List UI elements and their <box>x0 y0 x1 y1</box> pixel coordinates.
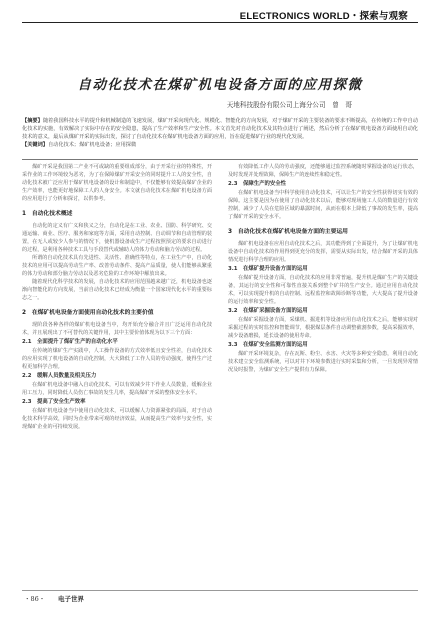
article-title: 自动化技术在煤矿机电设备方面的应用探微 <box>77 77 363 93</box>
abstract-block <box>22 117 418 149</box>
body-paragraph: 现阶段各种各样的煤矿机电设备当中，均开始充分融合并且广泛运用自动化技术，并且展现出了不可替代的关键作用，其中主要价值体现为以下三个方面： <box>22 322 212 336</box>
body-paragraph: 在传统的煤矿生产实践中，人工操作设备的方式效率低且安全性差，自动化技术的应用实现了机电设备的自动化控制，大大降低了工作人员的劳动强度，使得生产过程更加科学合理。 <box>22 348 212 370</box>
running-head-text: ELECTRONICS WORLD・探索与观察 <box>239 11 408 22</box>
section-heading: 2.3 保障生产的安全性 <box>228 181 287 187</box>
footer-rule <box>22 590 418 591</box>
body-paragraph: 煤矿开采是我国第二产业不可或缺的重要组成部分，由于开采行业的特殊性，开采作业的工作环境较为恶劣，为了在保障煤矿开采安全的同时提升工人的安全性，自动化技术被广泛应用于煤矿机电设备的设计和制造中，不仅能够有效提高煤矿企业的生产效率，也能更好地保障工人的人身安全。本文就自动化技术在煤矿机电设备方面的应用进行了分析和探讨，以供参考。 <box>22 164 212 202</box>
right-column <box>228 163 418 374</box>
body-paragraph: 在煤矿机电设备中融入自动化技术，可以有效减少井下作业人员数量，缓解企业用工压力，同时降低人员伤亡事故的发生几率，提高煤矿开采的整体安全水平。 <box>22 382 212 396</box>
abstract-text: 随着我国科技水平的提升和机械制造的飞速发展，煤矿开采向现代化、规模化、智能化的方向发展，对于煤矿开采的主要装备的要求不断提高，在传统的工作中自动化技术的实施，有效解决了实际中存在的安全隐患，提高了生产效率和生产安全性。本文首先对自动化技术及其特点进行了阐述，然后分析了在煤矿机电设备方面使用自动化技术的意义，最后从煤矿开采的实际出发，探讨了自动化技术在煤矿机电设备方面的应用，旨在促进煤矿行业的现代化发展。 <box>22 118 418 141</box>
author-line: 天地科技股份有限公司上海分公司 曾 哥 <box>226 101 352 109</box>
section-heading: 2.3 提高了安全生产效率 <box>22 399 86 405</box>
running-header <box>0 7 440 21</box>
section-heading: 3.1 在煤矿提升设备方面的运用 <box>228 266 308 272</box>
abstract-label: 【摘要】 <box>22 118 43 124</box>
body-paragraph: 随着现代化科学技术的发展，自动化技术的应用范围越来越广泛，机电设备也逐渐向智能化的方向发展，当前自动化技术已经成为衡量一个国家现代化水平的重要标志之一。 <box>22 279 212 301</box>
section-heading: 3.3 在煤矿安全监测方面的运用 <box>228 342 308 348</box>
keywords-label: 【关键词】 <box>22 142 48 149</box>
body-paragraph: 有效降低工作人员的劳动强度，还能够通过监控系统随时掌握设备的运行状态，及时发现并处理故障，保障生产的连续性和稳定性。 <box>228 164 418 178</box>
body-paragraph: 在煤矿采掘设备方面，采煤机、掘进机等设备应用自动化技术之后，能够实现对采掘过程的实时监控和智能调节，根据煤层条件自动调整截割参数，提高采掘效率，减少设备磨损，延长设备的使用寿命。 <box>228 317 418 339</box>
section-heading: 1 自动化技术概述 <box>22 211 73 217</box>
body-paragraph: 在煤矿提升设备方面，自动化技术的应用非常普遍，提升机是煤矿生产的关键设备，其运行的安全性和可靠性直接关系到整个矿井的生产安全。通过应用自动化技术，可以实现提升机的自动控制、远程监控和故障诊断等功能，大大提高了提升设备的运行效率和安全性。 <box>228 275 418 305</box>
body-paragraph: 在煤矿机电设备当中科学使用自动化技术，可以让生产的安全性获得切实有效的保障。这主要是因为在使用了自动化技术以后，能够对现场施工人员的数量进行有效控制，减少了人员在危险区域的暴露时间，从而在根本上降低了事故的发生率，提高了煤矿开采的安全水平。 <box>228 190 418 220</box>
body-paragraph: 煤矿机电设备在应用自动化技术之后，其功能得到了全面提升，为了让煤矿机电设备中自动化技术的作用得到更充分的发挥，需要从实际出发，结合煤矿开采的具体情况进行科学合理的应用。 <box>228 241 418 263</box>
page-number: ・86・ <box>24 595 46 603</box>
body-paragraph: 在煤矿机电设备当中使用自动化技术，可以缓解人力资源紧张的局面，对于自动化技术科学高效，同时为企业带来可观的经济效益，从而提高生产效率与安全性，实现煤矿企业的可持续发展。 <box>22 408 212 430</box>
keywords-paragraph <box>22 141 418 149</box>
keywords-text: 自动化技术；煤矿机电设备；应用探微 <box>47 142 137 149</box>
section-heading: 3.2 在煤矿采掘设备方面的运用 <box>228 308 308 314</box>
abstract-paragraph <box>22 117 418 141</box>
section-heading: 2.1 全面提升了煤矿生产的自动化水平 <box>22 339 118 345</box>
journal-name: 电子世界 <box>58 595 84 603</box>
body-paragraph: 自动化的定义有广义和狭义之分，自动化是在工业、农业、国防、科学研究、交通运输、商业、医疗、服务和家庭等方面，采用自动控制、自动调节和自动管理的装置，在无人或较少人参与的情况下，使机器设备或生产过程按照预定的要求自动进行的过程，是利用各种技术工具与手段替代或辅助人的体力劳动和脑力劳动的过程。 <box>22 223 212 253</box>
section-heading: 2.2 缓解人员数量及相关压力 <box>22 373 97 379</box>
left-column <box>22 163 212 431</box>
section-heading: 3 自动化技术在煤矿机电设备方面的主要运用 <box>228 229 348 235</box>
section-heading: 2 在煤矿机电设备方面使用自动化技术的主要价值 <box>22 310 154 316</box>
body-paragraph: 煤矿开采环境复杂，存在瓦斯、粉尘、水害、火灾等多种安全隐患，利用自动化技术建立安全监测系统，可以对井下环境参数进行实时采集和分析，一旦发现异常情况及时报警，为煤矿安全生产提供有力保障。 <box>228 351 418 373</box>
body-paragraph: 所谓的自动化技术具有先进性、灵活性、准确性等特点，在工业生产中，自动化技术的应用可以提高劳动生产率、改善劳动条件、提高产品质量，使人们能够从繁重的体力劳动和部分脑力劳动以及恶劣危险的工作环境中解放出来。 <box>22 255 212 277</box>
abstract-divider <box>22 159 418 160</box>
header-rule <box>22 22 418 23</box>
